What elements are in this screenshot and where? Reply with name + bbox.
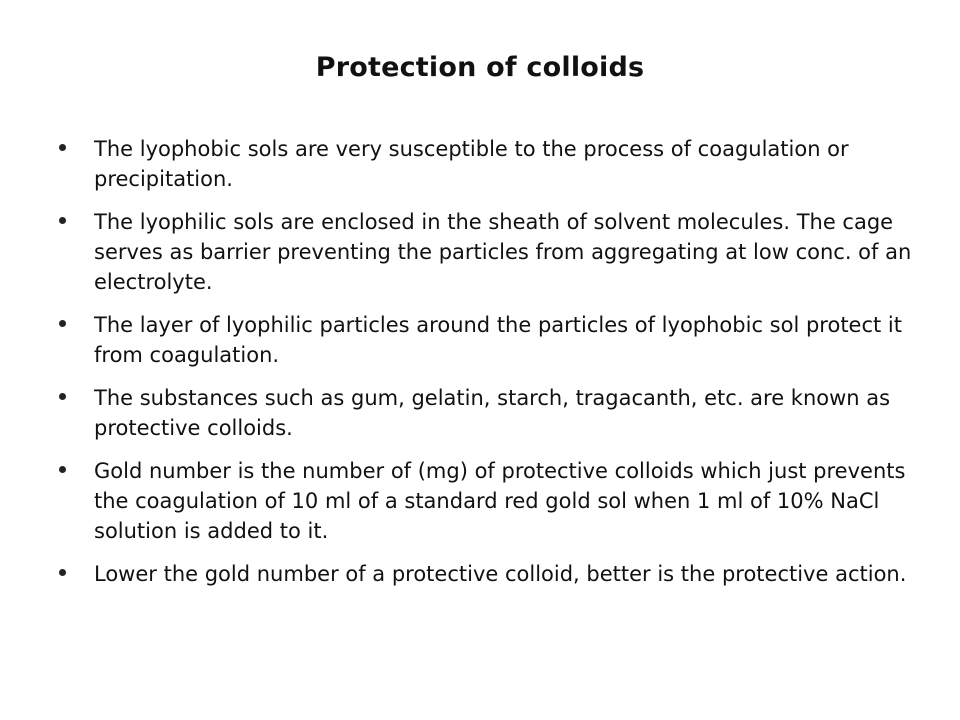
bullet-text: Lower the gold number of a protective colloid, better is the protective action. bbox=[94, 562, 907, 586]
bullet-text: The lyophobic sols are very susceptible to the process of coagulation or precipitation. bbox=[94, 137, 849, 191]
bullet-text: Gold number is the number of (mg) of protective colloids which just prevents the coagulation of 10 ml of a standard red gold sol when 1 ml of 10% NaCl solution is added to it. bbox=[94, 459, 906, 543]
bullet-text: The lyophilic sols are enclosed in the sheath of solvent molecules. The cage serves as barrier preventing the particles from aggregating at low conc. of an electrolyte. bbox=[94, 210, 912, 294]
bullet-item bbox=[58, 134, 928, 194]
bullet-item bbox=[58, 559, 928, 589]
bullet-dot-icon bbox=[59, 569, 66, 576]
bullet-item bbox=[58, 207, 928, 297]
bullet-dot-icon bbox=[59, 320, 66, 327]
bullet-dot-icon bbox=[59, 466, 66, 473]
bullet-item bbox=[58, 456, 928, 546]
slide-title: Protection of colloids bbox=[315, 52, 645, 83]
bullet-item bbox=[58, 383, 928, 443]
bullet-text: The layer of lyophilic particles around the particles of lyophobic sol protect it from coagulation. bbox=[94, 313, 902, 367]
bullet-dot-icon bbox=[59, 217, 66, 224]
bullet-list bbox=[58, 134, 928, 602]
bullet-dot-icon bbox=[59, 393, 66, 400]
bullet-item bbox=[58, 310, 928, 370]
bullet-text: The substances such as gum, gelatin, starch, tragacanth, etc. are known as protective colloids. bbox=[94, 386, 891, 440]
bullet-dot-icon bbox=[59, 144, 66, 151]
